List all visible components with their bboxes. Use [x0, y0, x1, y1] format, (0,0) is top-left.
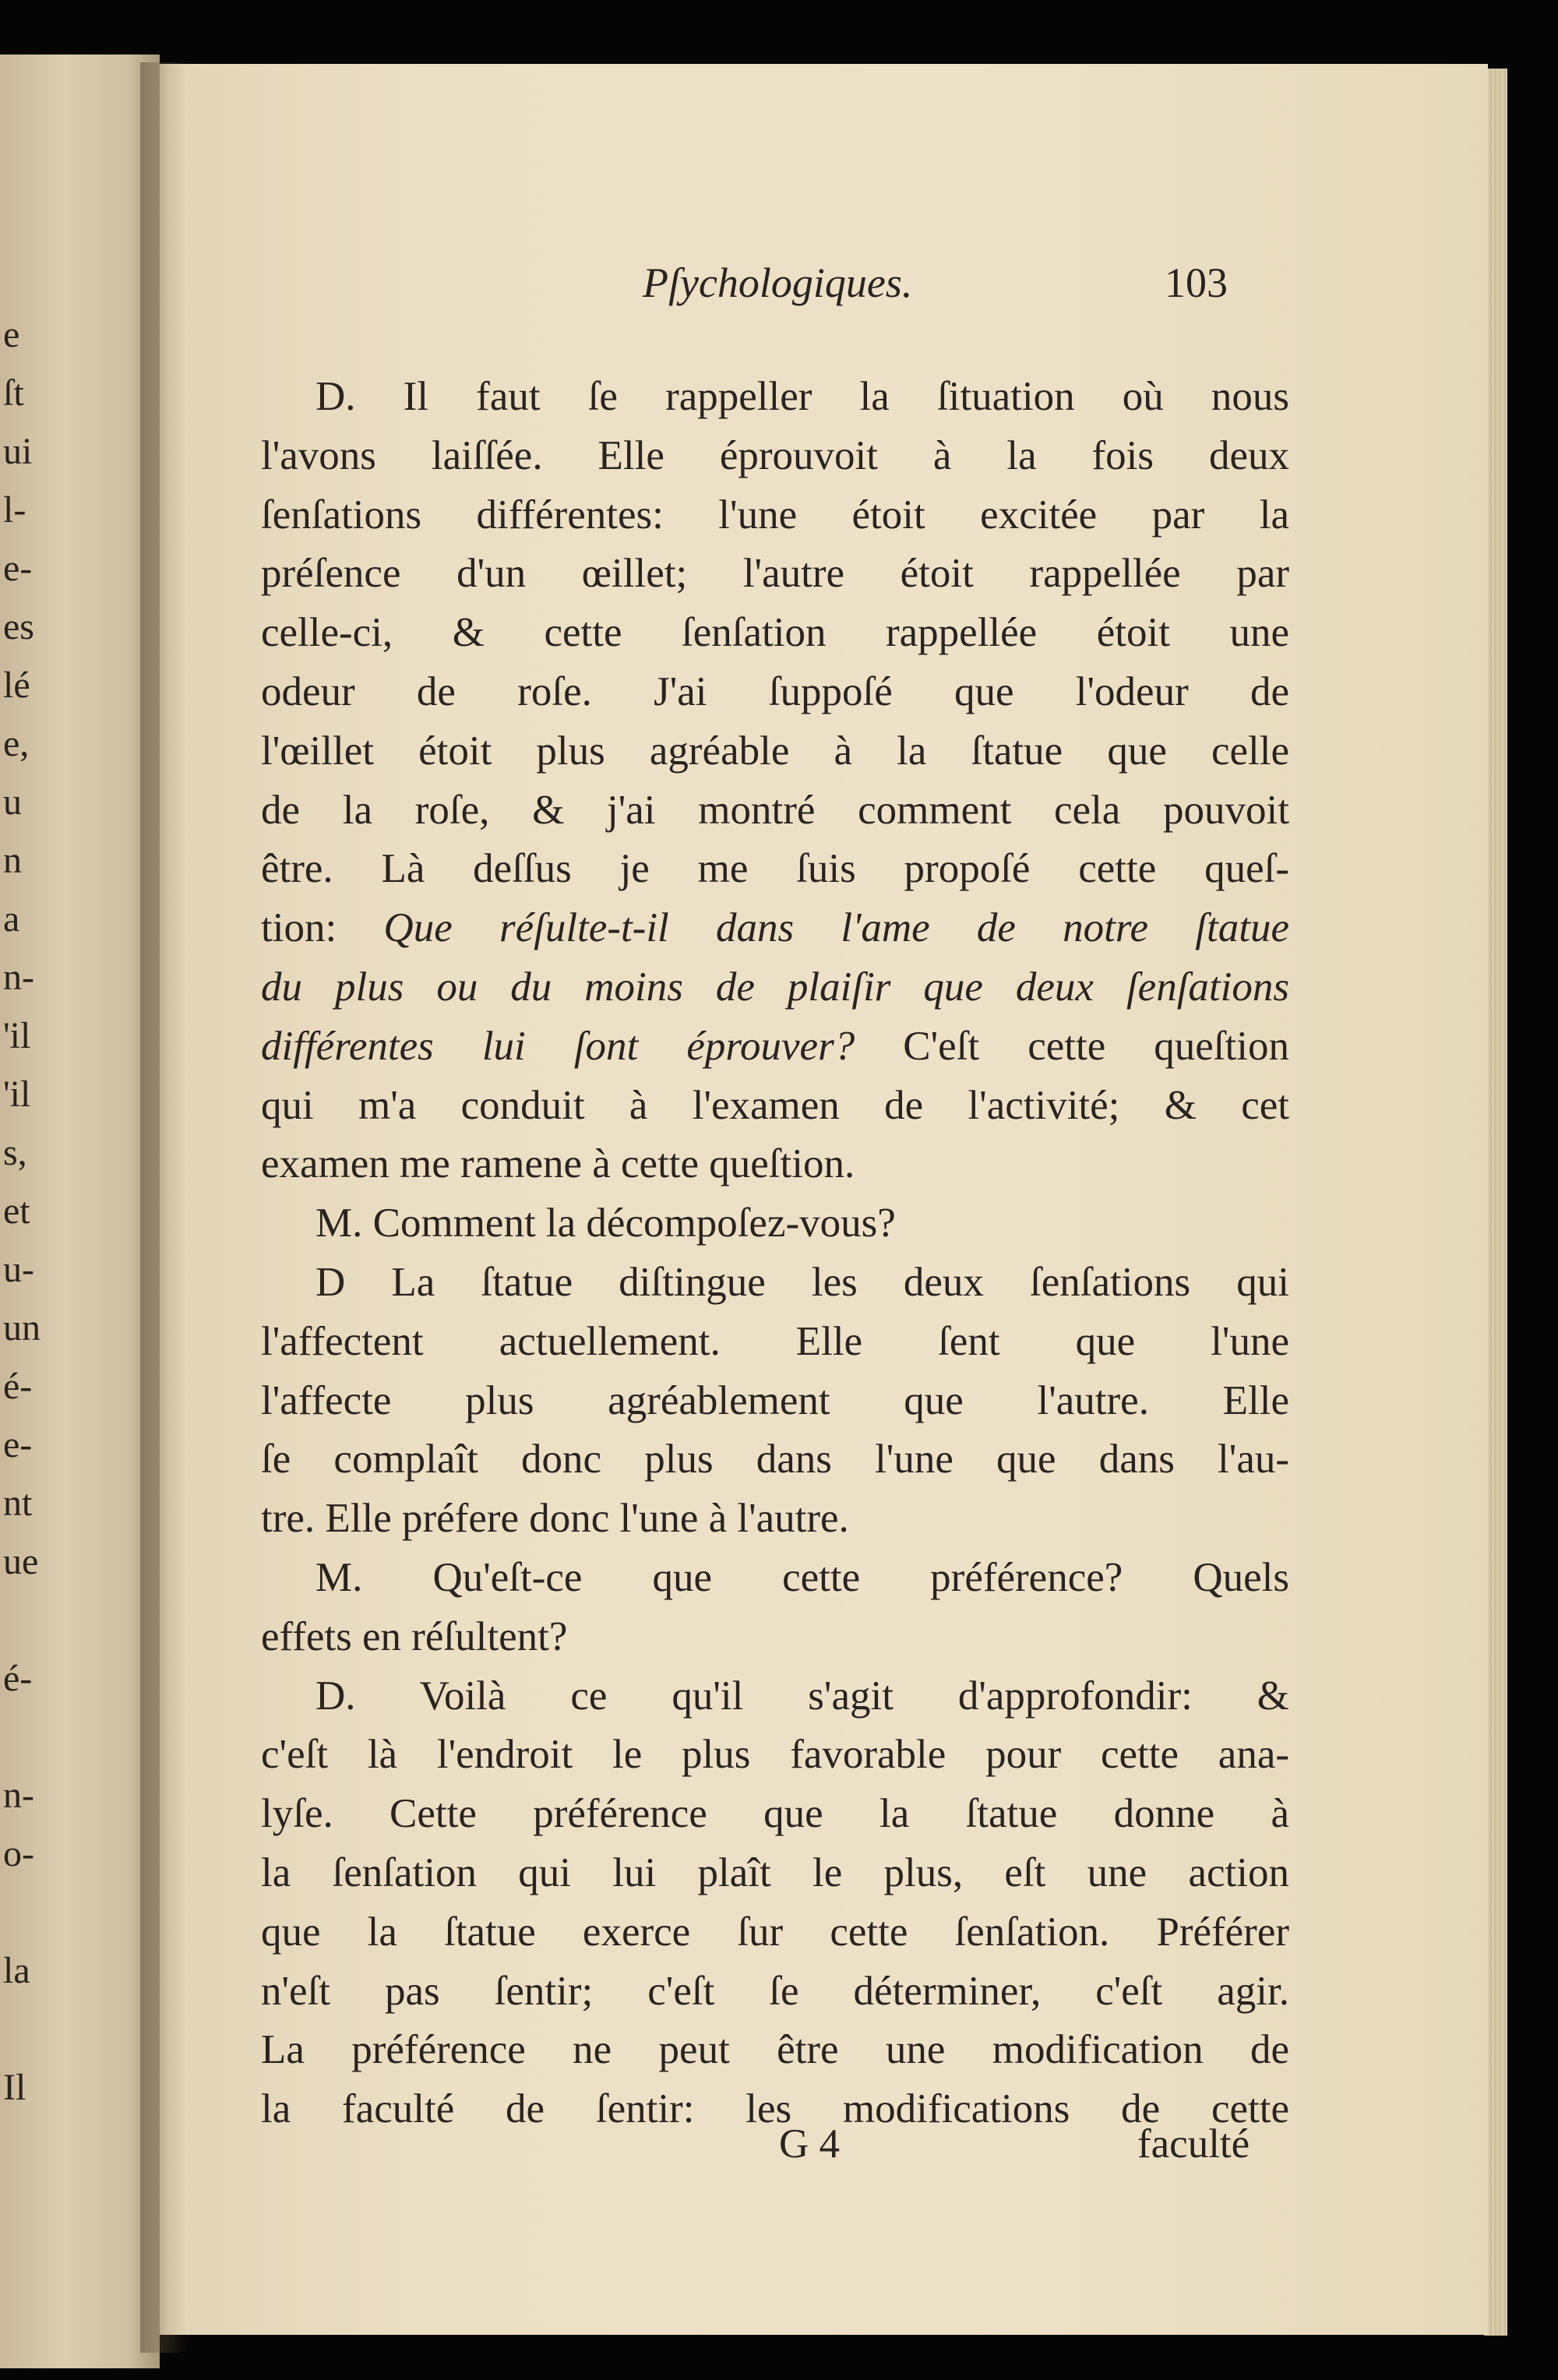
fragment-line: Il: [3, 2067, 26, 2108]
text-line: l'affectent actuellement. Elle ſent que l'une: [261, 1318, 1289, 1364]
fragment-line: a: [3, 898, 20, 940]
text-line: D. Il faut ſe rappeller la ſituation où nous: [315, 374, 1289, 419]
fragment-line: 'il: [3, 1074, 31, 1115]
fragment-line: n-: [3, 957, 34, 998]
text-line: lyſe. Cette préférence que la ſtatue donne à: [261, 1791, 1289, 1837]
fragment-line: [0, 1883, 78, 1941]
text-line: la faculté de ſentir: les modifications de cette: [261, 2086, 1289, 2132]
text-line: D. Voilà ce qu'il s'agit d'approfondir: &: [315, 1673, 1289, 1719]
text-line: l'affecte plus agréablement que l'autre. Elle: [261, 1377, 1289, 1423]
page-number: 103: [1165, 259, 1228, 306]
fragment-line: et: [3, 1190, 30, 1232]
previous-page-edge: [0, 55, 160, 2368]
text-line: la ſenſation qui lui plaît le plus, eſt une action: [261, 1849, 1289, 1895]
fragment-line: u-: [3, 1249, 34, 1290]
text-line: [261, 899, 1289, 958]
text-line: l'œillet étoit plus agréable à la ſtatue que celle: [261, 728, 1289, 774]
text-line: odeur de roſe. J'ai ſuppoſé que l'odeur de: [261, 668, 1289, 714]
page-footer: [160, 2121, 1488, 2183]
text-line: [261, 1017, 1289, 1077]
running-title: Pſychologiques.: [643, 259, 913, 306]
fragment-line: e-: [3, 548, 33, 589]
text-line: l'avons laiſſée. Elle éprouvoit à la fois deux: [261, 432, 1289, 478]
text-line: M. Qu'eſt-ce que cette préférence? Quels: [315, 1554, 1289, 1600]
fragment-line: é-: [3, 1366, 33, 1407]
text-line: ſe complaît donc plus dans l'une que dans l'au-: [261, 1437, 1289, 1483]
italic-question: Que réſulte-t-il dans l'ame de notre ſtatue: [383, 905, 1289, 951]
text-line: c'eſt là l'endroit le plus favorable pour cette ana-: [261, 1732, 1289, 1778]
fragment-line: é-: [3, 1658, 33, 1699]
italic-question: du plus ou du moins de plaiſir que deux ſenſations: [261, 964, 1289, 1010]
fragment-line: lé: [3, 665, 30, 706]
text-line: D La ſtatue diſtingue les deux ſenſations qui: [315, 1259, 1289, 1305]
previous-page-text-fragments: [0, 305, 78, 2117]
fragment-line: ſt: [3, 372, 24, 414]
fragment-line: l-: [3, 489, 26, 531]
text-line: préſence d'un œillet; l'autre étoit rappellée par: [261, 551, 1289, 597]
fragment-line: u: [3, 781, 22, 823]
text-line: effets en réſultent?: [261, 1613, 568, 1659]
text-line: La préférence ne peut être une modification de: [261, 2027, 1289, 2073]
text-line: ſenſations différentes: l'une étoit excitée par la: [261, 492, 1289, 538]
fragment-line: [0, 1708, 78, 1766]
text-line: tre. Elle préfere donc l'une à l'autre.: [261, 1496, 849, 1542]
fragment-line: e: [3, 314, 20, 355]
text-segment: tion:: [261, 905, 337, 951]
fragment-line: s,: [3, 1132, 27, 1173]
text-line: [261, 958, 1289, 1017]
text-line: examen me ramene à cette queſtion.: [261, 1141, 855, 1187]
fragment-line: n: [3, 840, 22, 881]
fragment-line: es: [3, 606, 34, 647]
spine-gutter-shadow: [140, 62, 187, 2353]
fragment-line: ui: [3, 431, 33, 472]
fragment-line: [0, 1591, 78, 1649]
fragment-line: n-: [3, 1775, 34, 1816]
text-line: celle-ci, & cette ſenſation rappellée étoit une: [261, 610, 1289, 656]
fragment-line: e-: [3, 1424, 33, 1465]
body-text: [261, 368, 1289, 2139]
book-page: [160, 64, 1488, 2335]
fragment-line: [0, 2000, 78, 2058]
text-line: qui m'a conduit à l'examen de l'activité; & cet: [261, 1082, 1289, 1128]
italic-question: différentes lui ſont éprouver?: [261, 1023, 855, 1069]
text-segment: C'eſt cette queſtion: [903, 1023, 1289, 1069]
fragment-line: e,: [3, 723, 30, 764]
text-line: de la roſe, & j'ai montré comment cela pouvoit: [261, 787, 1289, 833]
fragment-line: 'il: [3, 1015, 31, 1056]
fragment-line: un: [3, 1307, 41, 1349]
text-line: être. Là deſſus je me ſuis propoſé cette queſ-: [261, 846, 1289, 892]
text-line: que la ſtatue exerce ſur cette ſenſation. Préférer: [261, 1909, 1289, 1955]
text-line: M. Comment la décompoſez-vous?: [315, 1201, 896, 1246]
fragment-line: o-: [3, 1833, 34, 1874]
catchword: faculté: [1137, 2121, 1250, 2167]
fragment-line: la: [3, 1950, 30, 1991]
fragment-line: nt: [3, 1483, 33, 1524]
text-line: n'eſt pas ſentir; c'eſt ſe déterminer, c'eſt agir.: [261, 1968, 1289, 2014]
fragment-line: ue: [3, 1541, 39, 1582]
running-head: [160, 259, 1488, 321]
signature-mark: G 4: [779, 2121, 841, 2167]
